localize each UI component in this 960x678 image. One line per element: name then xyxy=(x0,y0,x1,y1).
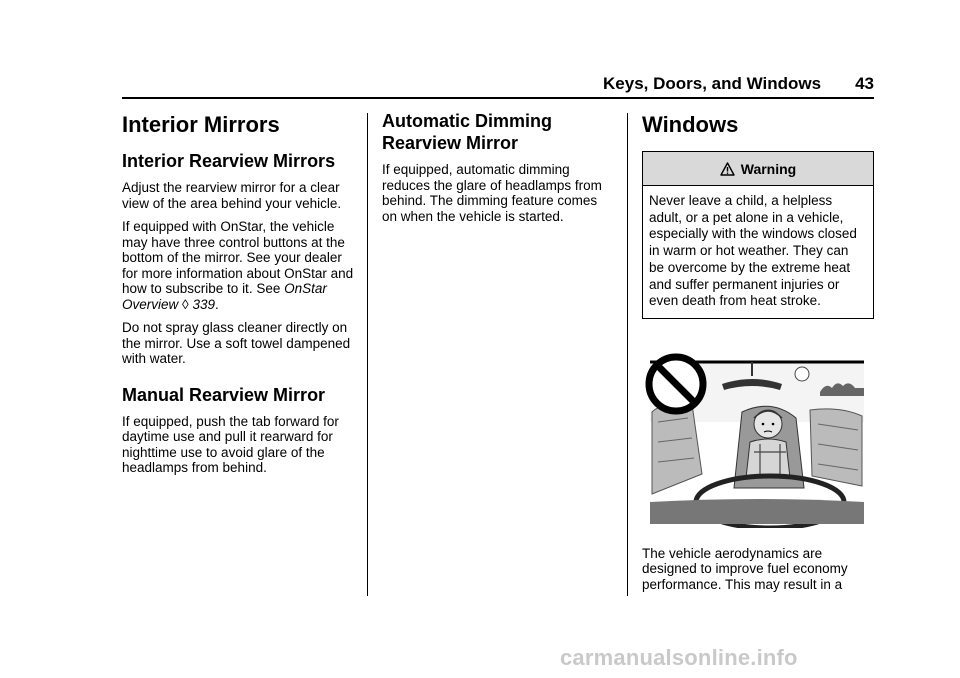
warning-header xyxy=(643,152,873,186)
column-2 xyxy=(382,108,608,232)
paragraph: If equipped, push the tab forward for daytime use and pull it rearward for nighttime use to avoid glare of the headlamps from behind. xyxy=(122,413,339,475)
paragraph: If equipped, automatic dimming reduces the glare of headlamps from behind. The dimming feature comes on when the vehicle is started. xyxy=(382,162,602,224)
interior-rearview-mirrors-heading: Interior Rearview Mirrors xyxy=(122,151,336,171)
warning-title: Warning xyxy=(740,160,797,177)
page-number: 43 xyxy=(855,74,874,93)
onstar-paragraph: If equipped with OnStar, the vehicle may have three control buttons at the bottom of the mirror. See your dealer for more information about OnStar and how to subscribe to it. See OnStar Overview ◊ 339. xyxy=(122,219,354,312)
paragraph: Do not spray glass cleaner directly on the mirror. Use a soft towel dampened with water. xyxy=(122,320,351,366)
page-header xyxy=(122,72,874,96)
windows-heading: Windows xyxy=(642,112,739,137)
header-rule xyxy=(122,97,874,99)
warning-text: Never leave a child, a helpless adult, or a pet alone in a vehicle, especially with the windows closed in warm or hot weather. They can be overcome by the extreme heat and suffer permanent injuries or even death from heat stroke. xyxy=(649,193,857,309)
manual-rearview-mirror-heading: Manual Rearview Mirror xyxy=(122,384,326,405)
paragraph: Adjust the rearview mirror for a clear view of the area behind your vehicle. xyxy=(122,180,342,211)
watermark-text: carmanualsonline.info xyxy=(560,645,798,670)
column-divider-2 xyxy=(627,113,628,596)
prohibition-sign-icon xyxy=(649,357,703,411)
warning-box xyxy=(642,151,874,319)
page-ref-number[interactable]: 339 xyxy=(192,296,215,312)
interior-mirrors-heading: Interior Mirrors xyxy=(122,112,280,137)
automatic-dimming-heading: Automatic Dimming Rearview Mirror xyxy=(382,111,553,153)
column-1 xyxy=(122,108,358,484)
section-title: Keys, Doors, and Windows xyxy=(603,74,822,93)
column-3 xyxy=(642,108,874,600)
onstar-overview-link[interactable]: OnStar Overview xyxy=(122,281,327,312)
page-ref-symbol: ◊ xyxy=(182,296,189,312)
paragraph: The vehicle aerodynamics are designed to improve fuel economy performance. This may result in a xyxy=(642,545,848,592)
column-divider-1 xyxy=(367,113,368,596)
warning-triangle-icon xyxy=(720,162,735,176)
child-in-car-illustration xyxy=(642,352,874,528)
